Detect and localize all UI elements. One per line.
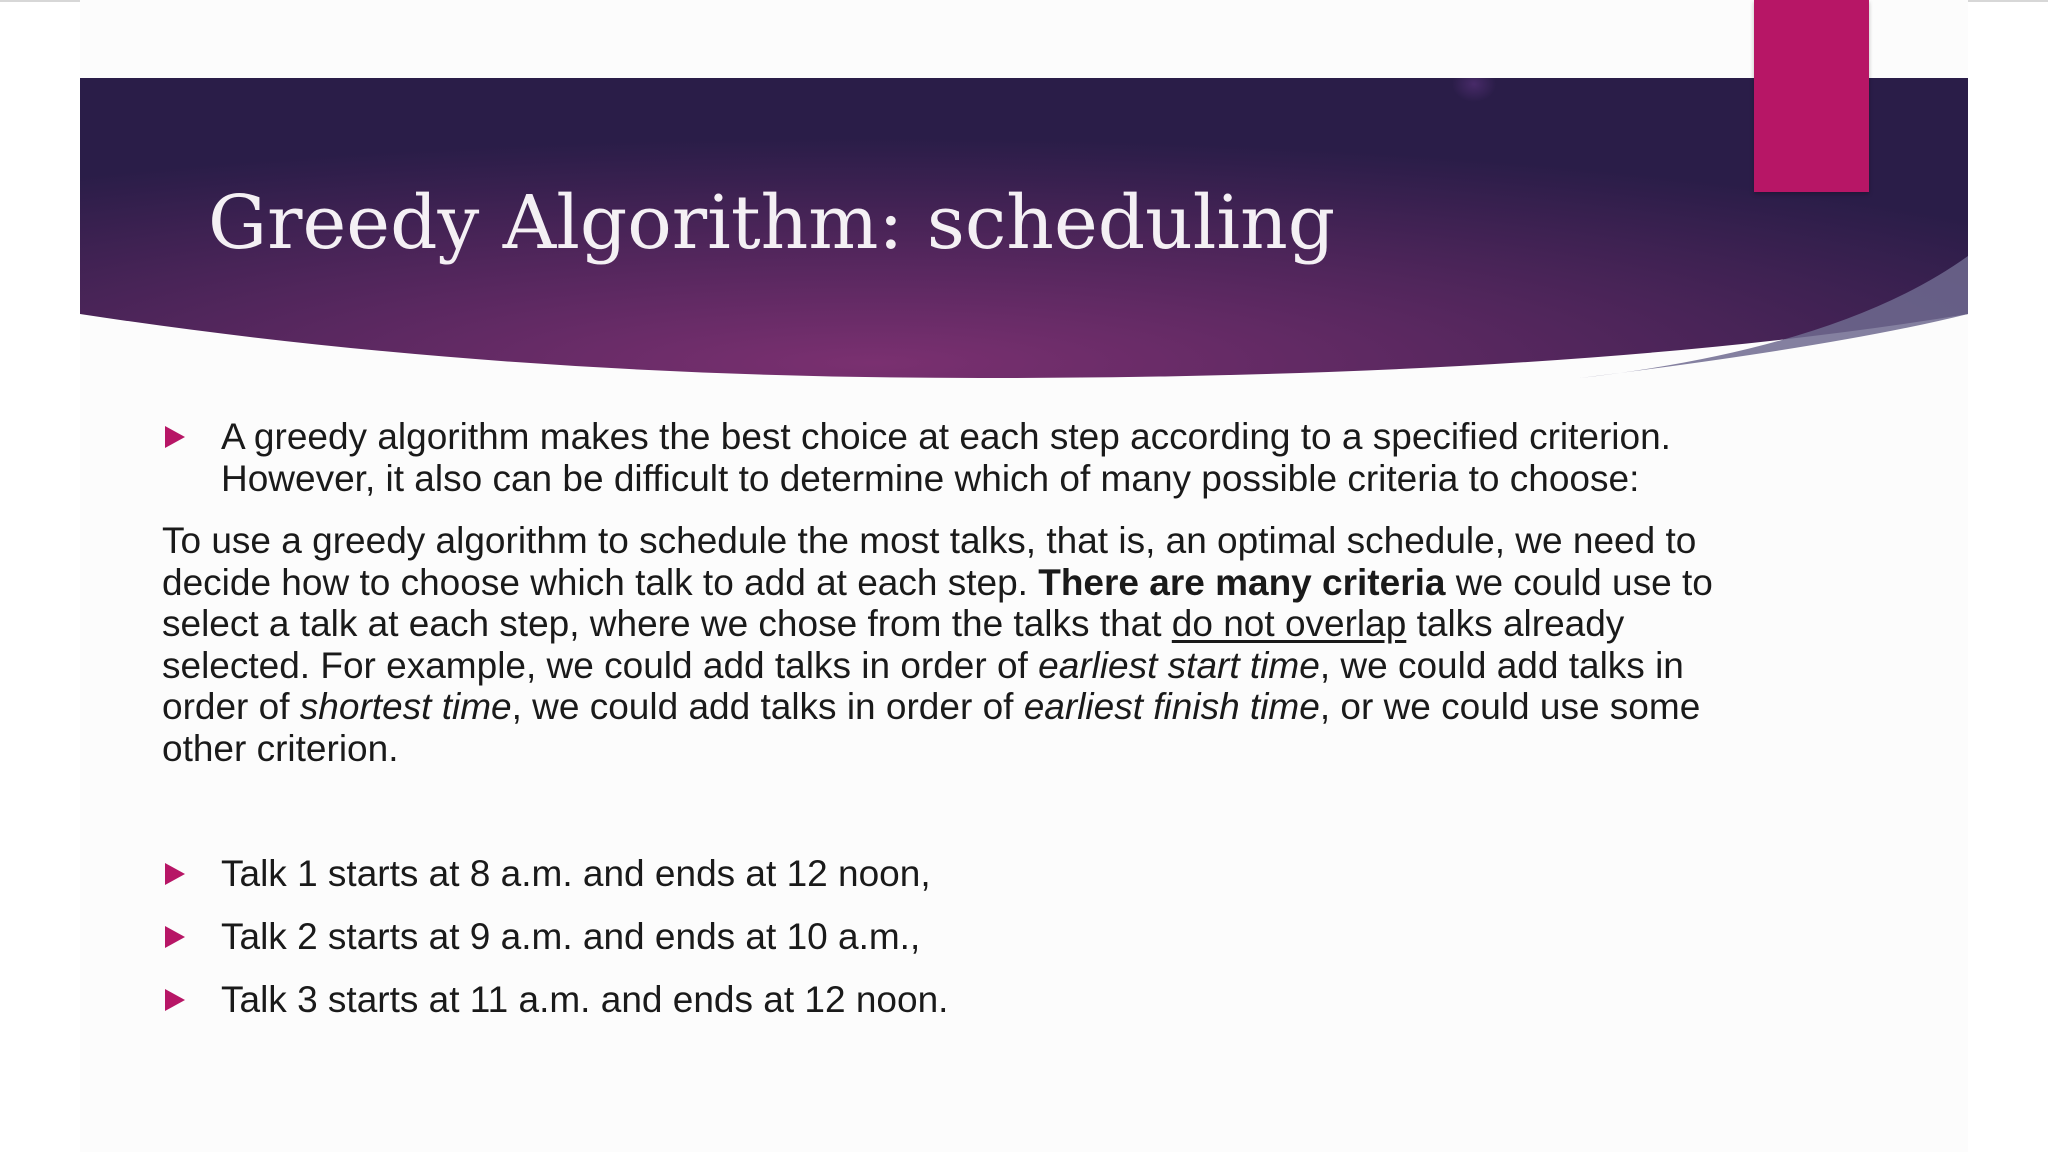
text-run: , or we could use some xyxy=(1319,686,1701,727)
italic-phrase: shortest time xyxy=(299,686,512,727)
triangle-bullet-icon xyxy=(165,926,185,948)
text-run: , we could add talks in xyxy=(1319,644,1684,686)
paragraph-line-5 xyxy=(162,686,1802,728)
italic-phrase: earliest start time xyxy=(1038,644,1320,686)
text-run: talks already xyxy=(1406,603,1625,644)
intro-line-2: However, it also can be difficult to determine which of many possible criteria to choose: xyxy=(221,457,1640,499)
paragraph-line-2 xyxy=(162,562,1802,604)
text-run: select a talk at each step, where we chose from the talks that xyxy=(162,603,1172,644)
talk-text: Talk 3 starts at 11 a.m. and ends at 12 noon. xyxy=(221,979,949,1020)
text-run: decide how to choose which talk to add at each step. xyxy=(162,561,1039,603)
intro-line-1: A greedy algorithm makes the best choice at each step according to a specified criterion. xyxy=(221,416,1671,457)
paragraph-line-3 xyxy=(162,603,1802,645)
paragraph-line-4 xyxy=(162,645,1802,687)
paragraph-line-1: To use a greedy algorithm to schedule the most talks, that is, an optimal schedule, we need to xyxy=(162,520,1697,561)
bold-phrase: There are many criteria xyxy=(1038,561,1446,603)
accent-tab xyxy=(1754,0,1869,192)
italic-phrase: earliest finish time xyxy=(1023,686,1320,727)
talk-text: Talk 2 starts at 9 a.m. and ends at 10 a.m., xyxy=(221,916,921,957)
triangle-bullet-icon xyxy=(165,426,185,448)
underlined-phrase: do not overlap xyxy=(1171,603,1407,644)
slide-title: Greedy Algorithm: scheduling xyxy=(208,180,1336,266)
text-run: we could use to xyxy=(1445,561,1713,603)
paragraph-line-6: other criterion. xyxy=(162,727,399,769)
text-run: selected. For example, we could add talks in order of xyxy=(162,644,1039,686)
triangle-bullet-icon xyxy=(165,989,185,1011)
text-run: order of xyxy=(162,686,300,727)
intro-bullet-text xyxy=(221,416,1761,499)
criteria-paragraph xyxy=(162,520,1802,769)
talk-text: Talk 1 starts at 8 a.m. and ends at 12 noon, xyxy=(221,853,931,894)
text-run: , we could add talks in order of xyxy=(511,686,1024,727)
triangle-bullet-icon xyxy=(165,863,185,885)
